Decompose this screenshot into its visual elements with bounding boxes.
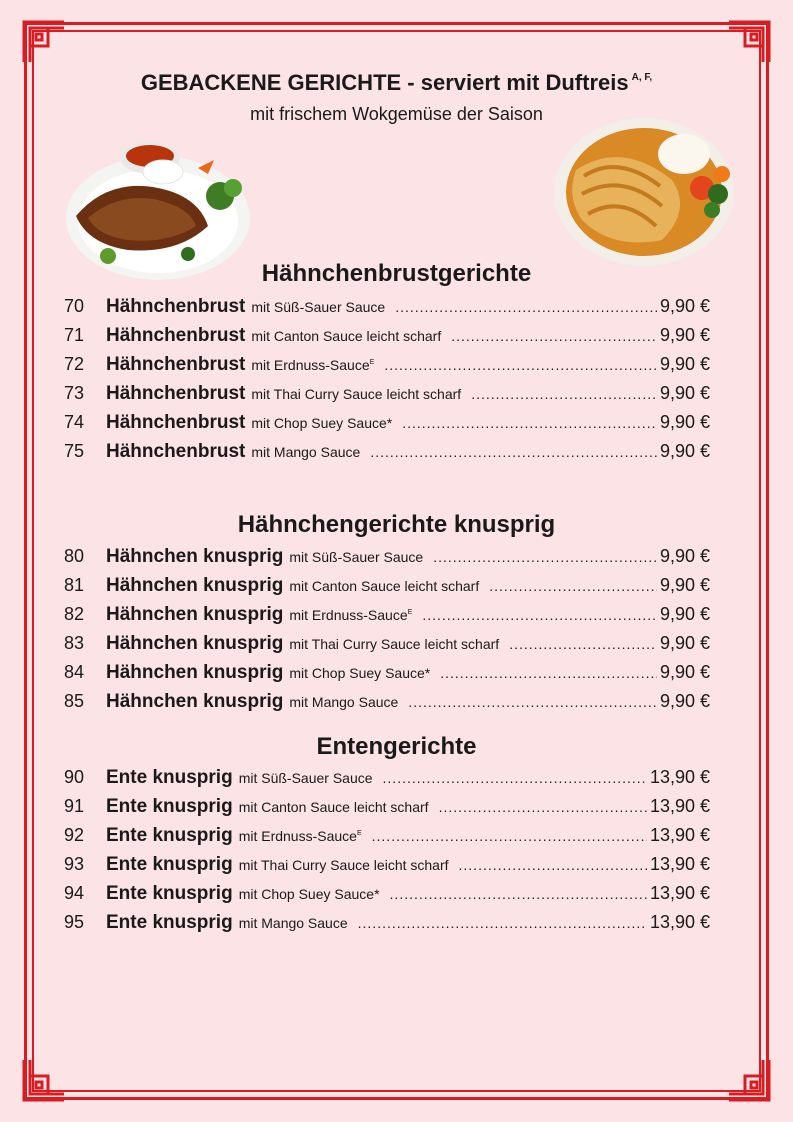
item-description: mit Süß-Sauer Sauce [238,770,373,786]
item-price: 13,90 € [649,796,710,816]
item-price: 9,90 € [659,354,710,374]
item-description: mit Erdnuss-Sauce$^E$ [289,607,413,623]
dot-leader [433,549,657,565]
menu-list-ente [64,767,710,941]
item-number: 94 [64,883,85,903]
menu-item [64,796,710,825]
menu-list-haehnchen-knusprig [64,546,710,720]
item-description: mit Canton Sauce leicht scharf [238,799,429,815]
item-price: 13,90 € [649,883,710,903]
section-title-haehnchenbrust: Hähnchenbrustgerichte [261,260,532,287]
menu-item [64,412,710,441]
dot-leader [440,665,657,681]
menu-item [64,662,710,691]
item-description: mit Thai Curry Sauce leicht scharf [289,636,500,652]
item-number: 73 [64,383,85,403]
menu-item [64,883,710,912]
item-name: Hähnchenbrust [106,325,246,346]
corner-ornament-top-left [22,20,66,64]
item-number: 92 [64,825,85,845]
item-name: Ente knusprig [106,883,233,904]
item-price: 9,90 € [659,633,710,653]
section-title-ente: Entengerichte [316,733,477,760]
menu-item [64,296,710,325]
item-number: 91 [64,796,85,816]
item-description: mit Canton Sauce leicht scharf [289,578,480,594]
menu-item [64,604,710,633]
item-description: mit Chop Suey Sauce* [238,886,380,902]
item-description: mit Chop Suey Sauce* [289,665,431,681]
item-name: Hähnchenbrust [106,354,246,375]
item-name: Ente knusprig [106,825,233,846]
corner-ornament-bottom-right [727,1058,771,1102]
menu-item [64,441,710,470]
menu-item [64,691,710,720]
corner-ornament-bottom-left [22,1058,66,1102]
dot-leader [358,915,647,931]
item-name: Hähnchen knusprig [106,691,284,712]
item-description: mit Süß-Sauer Sauce [289,549,424,565]
item-price: 9,90 € [659,546,710,566]
dot-leader [395,299,657,315]
item-name: Hähnchen knusprig [106,633,284,654]
item-name: Hähnchen knusprig [106,546,284,567]
menu-item [64,383,710,412]
item-description: mit Canton Sauce leicht scharf [251,328,442,344]
dot-leader [383,770,647,786]
page-title [0,70,793,96]
item-name: Hähnchen knusprig [106,662,284,683]
menu-item [64,354,710,383]
item-number: 93 [64,854,85,874]
dot-leader [408,694,657,710]
item-description: mit Mango Sauce [251,444,361,460]
corner-ornament-top-right [727,20,771,64]
menu-item [64,912,710,941]
menu-list-haehnchenbrust [64,296,710,470]
dot-leader [370,444,657,460]
item-name: Ente knusprig [106,796,233,817]
menu-item [64,767,710,796]
item-number: 71 [64,325,85,345]
item-description: mit Süß-Sauer Sauce [251,299,386,315]
item-number: 75 [64,441,85,461]
item-number: 81 [64,575,85,595]
menu-item [64,633,710,662]
menu-item [64,825,710,854]
dot-leader [390,886,647,902]
dot-leader [509,636,657,652]
item-description: mit Erdnuss-Sauce$^E$ [251,357,375,373]
item-number: 85 [64,691,85,711]
menu-item [64,854,710,883]
item-price: 9,90 € [659,383,710,403]
item-price: 13,90 € [649,825,710,845]
item-description: mit Thai Curry Sauce leicht scharf [238,857,449,873]
menu-item [64,575,710,604]
menu-item [64,546,710,575]
dot-leader [451,328,657,344]
item-price: 9,90 € [659,662,710,682]
item-price: 9,90 € [659,575,710,595]
item-price: 9,90 € [659,412,710,432]
item-price: 13,90 € [649,912,710,932]
item-name: Hähnchenbrust [106,383,246,404]
item-name: Hähnchen knusprig [106,575,284,596]
item-name: Hähnchenbrust [106,296,246,317]
dot-leader [439,799,647,815]
item-number: 95 [64,912,85,932]
dot-leader [422,607,657,623]
allergen-note: A, F, [631,72,653,83]
item-number: 82 [64,604,85,624]
page-title-text: GEBACKENE GERICHTE - serviert mit Duftreis [140,70,629,95]
item-price: 9,90 € [659,296,710,316]
menu-item [64,325,710,354]
item-name: Hähnchenbrust [106,412,246,433]
dot-leader [459,857,647,873]
item-name: Hähnchen knusprig [106,604,284,625]
item-name: Ente knusprig [106,767,233,788]
item-price: 9,90 € [659,441,710,461]
item-description: mit Mango Sauce [238,915,348,931]
item-price: 9,90 € [659,604,710,624]
item-number: 74 [64,412,85,432]
item-number: 80 [64,546,85,566]
item-number: 84 [64,662,85,682]
dish-photo-right [552,110,742,270]
item-number: 83 [64,633,85,653]
dot-leader [471,386,657,402]
item-description: mit Erdnuss-Sauce$^E$ [238,828,362,844]
item-price: 13,90 € [649,767,710,787]
item-description: mit Thai Curry Sauce leicht scharf [251,386,462,402]
item-number: 90 [64,767,85,787]
dot-leader [402,415,657,431]
item-price: 13,90 € [649,854,710,874]
item-description: mit Chop Suey Sauce* [251,415,393,431]
item-price: 9,90 € [659,325,710,345]
item-name: Hähnchenbrust [106,441,246,462]
section-title-haehnchen-knusprig: Hähnchengerichte knusprig [237,511,556,538]
item-number: 70 [64,296,85,316]
dot-leader [384,357,657,373]
dot-leader [489,578,657,594]
item-description: mit Mango Sauce [289,694,399,710]
page-subtitle: mit frischem Wokgemüse der Saison [250,104,543,124]
dot-leader [372,828,647,844]
item-price: 9,90 € [659,691,710,711]
item-name: Ente knusprig [106,912,233,933]
item-name: Ente knusprig [106,854,233,875]
item-number: 72 [64,354,85,374]
